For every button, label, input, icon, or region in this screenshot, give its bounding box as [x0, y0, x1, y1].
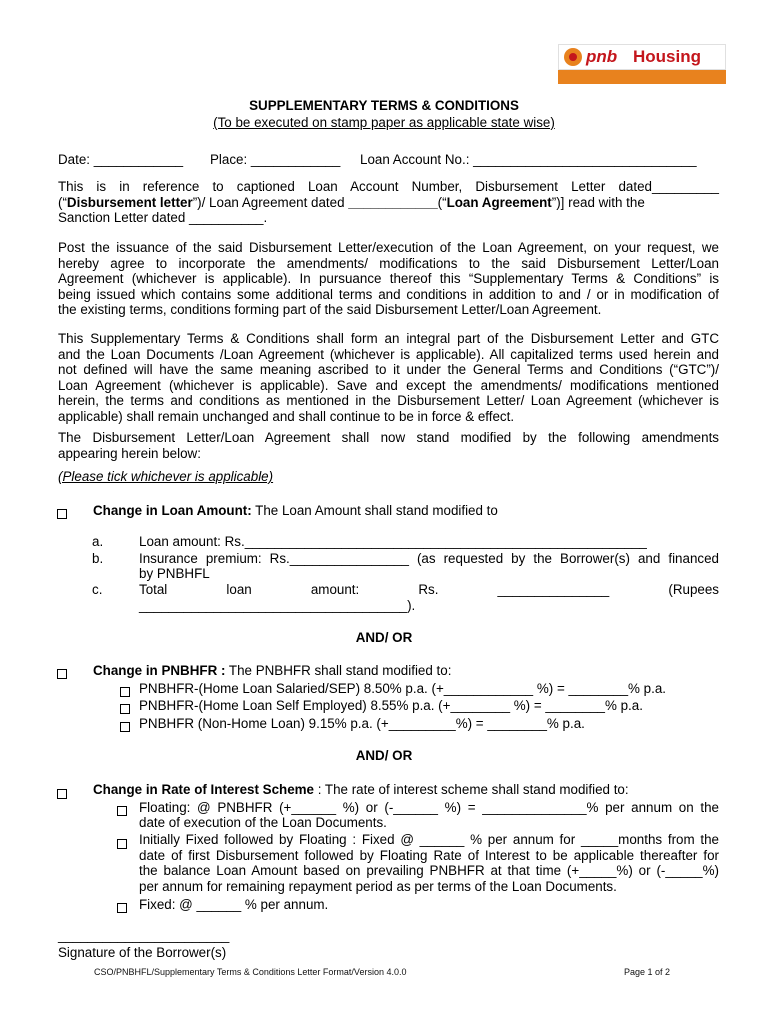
pnbhfr-option: PNBHFR-(Home Loan Salaried/SEP) 8.50% p.a. (+____________ %) = ________% p.a.: [139, 681, 667, 696]
document-subtitle: (To be executed on stamp paper as applicable state wise): [213, 115, 555, 130]
pnbhfr-heading: Change in PNBHFR :: [93, 663, 226, 678]
post-line: being issued which contains some additional terms and conditions in addition to and / or in modification of: [58, 286, 719, 302]
floating-option: Floating: @ PNBHFR (+______ %) or (-______ %) = ______________% per annum on the: [139, 800, 719, 815]
pnbhfr-checkbox[interactable]: [57, 666, 67, 681]
ref-quote-open: (“: [58, 194, 67, 210]
total-loan-amount-item: [139, 582, 719, 597]
post-line: Agreement (whichever is applicable). In pursuance thereof this “Supplementary Terms & Conditions” is: [58, 271, 719, 287]
integral-line: not defined will have the same meaning ascribed to it under the General Terms and Conditions (“GTC”)/: [58, 362, 719, 378]
reference-line-3: Sanction Letter dated __________.: [58, 210, 268, 226]
integral-line: applicable) shall remain unchanged and shall continue to be in force & effect.: [58, 408, 515, 424]
loan-account-field: Loan Account No.: ______________________________: [360, 152, 697, 167]
fixed-checkbox[interactable]: [117, 900, 127, 915]
interest-heading-line: [93, 782, 629, 797]
total-loan-amount-cont: ____________________________________).: [139, 598, 416, 613]
tick-note: (Please tick whichever is applicable): [58, 469, 274, 484]
interest-text: : The rate of interest scheme shall stand modified to:: [314, 782, 629, 797]
logo-subtitle: Finance Limited: [566, 97, 693, 109]
loan-amount-heading-line: [93, 503, 498, 518]
pnbhfr-heading-line: [93, 663, 451, 678]
integral-line: and the Loan Documents /Loan Agreement (whichever is applicable). All capitalized terms used herein and: [58, 346, 719, 362]
fixed-floating-checkbox[interactable]: [117, 836, 127, 851]
pnbhfr-option-checkbox[interactable]: [120, 719, 130, 734]
pnbhfr-option: PNBHFR-(Home Loan Self Employed) 8.55% p.a. (+________ %) = ________% p.a.: [139, 698, 643, 713]
and-or-separator: AND/ OR: [355, 630, 413, 645]
ref-read-with: ”)] read with the: [551, 194, 645, 210]
floating-option-cont: date of execution of the Loan Documents.: [139, 815, 387, 830]
integral-part-paragraph: [58, 331, 719, 425]
loan-agreement-term: Loan Agreement: [446, 194, 552, 210]
stand-modified-paragraph: [58, 430, 719, 461]
item-label: c.: [92, 582, 103, 597]
loan-amount-item: Loan amount: Rs.______________________________________________________: [139, 534, 647, 549]
logo-top-band: [558, 44, 726, 70]
integral-line: Loan Agreement (whichever is applicable). Save and except the amendments/ modifications mentioned: [58, 377, 719, 393]
loan-word: loan: [226, 582, 252, 597]
pnbhfr-text: The PNBHFR shall stand modified to:: [225, 663, 452, 678]
total-word: Total: [139, 582, 168, 597]
stand-modified-line: appearing herein below:: [58, 445, 201, 461]
reference-line-1: This is in reference to captioned Loan Account Number, Disbursement Letter dated_________: [58, 179, 719, 194]
post-issuance-paragraph: [58, 240, 719, 318]
rupees-word: (Rupees: [668, 582, 719, 597]
interest-heading: Change in Rate of Interest Scheme: [93, 782, 314, 797]
amount-blank: _______________: [497, 582, 610, 597]
footer-page-number: Page 1 of 2: [624, 967, 671, 977]
post-line: the existing terms, conditions forming part of the said Disbursement Letter/Loan Agreement.: [58, 302, 602, 318]
integral-line: This Supplementary Terms & Conditions shall form an integral part of the Disbursement Letter and GTC: [58, 331, 719, 346]
logo-brand: pnb: [586, 47, 618, 66]
interest-scheme-checkbox[interactable]: [57, 786, 67, 801]
logo-name: Housing: [633, 47, 701, 66]
item-label: a.: [92, 534, 104, 549]
disbursement-letter-term: Disbursement letter: [66, 194, 193, 210]
ref-blank: ____________: [348, 194, 438, 210]
date-field: Date: ____________: [58, 152, 184, 167]
floating-checkbox[interactable]: [117, 803, 127, 818]
insurance-premium-item: Insurance premium: Rs.________________ (as requested by the Borrower(s) and financed: [139, 551, 719, 566]
footer-document-ref: CSO/PNBHFL/Supplementary Terms & Conditions Letter Format/Version 4.0.0: [94, 967, 407, 977]
fixed-floating-line: date of first Disbursement followed by Floating Rate of Interest to be applicable thereafter for: [139, 847, 719, 863]
loan-amount-text: The Loan Amount shall stand modified to: [251, 503, 498, 518]
integral-line: herein, the terms and conditions as mentioned in the Disbursement Letter/ Loan Agreement (whichever is: [58, 393, 719, 409]
logo-bottom-band: [558, 70, 726, 109]
fixed-option: Fixed: @ ______ % per annum.: [139, 897, 329, 912]
pnb-emblem-icon: [564, 48, 582, 66]
post-line: Post the issuance of the said Disbursement Letter/execution of the Loan Agreement, on your request, we: [58, 240, 719, 255]
signature-label: Signature of the Borrower(s): [58, 945, 227, 960]
reference-paragraph: [58, 179, 719, 226]
pnbhfr-option-checkbox[interactable]: [120, 701, 130, 716]
post-line: hereby agree to incorporate the amendments/ modifications to the said Disbursement Letter/Loan: [58, 255, 719, 271]
reference-line-2: [58, 195, 719, 211]
insurance-premium-item-cont: by PNBHFL: [139, 566, 210, 581]
pnbhfr-option: PNBHFR (Non-Home Loan) 9.15% p.a. (+_________%) = ________% p.a.: [139, 716, 585, 731]
company-logo: [558, 44, 726, 109]
fixed-floating-line: per annum for remaining repayment period as per terms of the Loan Documents.: [139, 878, 617, 894]
place-field: Place: ____________: [210, 152, 341, 167]
pnbhfr-option-checkbox[interactable]: [120, 684, 130, 699]
loan-amount-heading: Change in Loan Amount:: [93, 503, 252, 518]
ref-loan-agreement-dated: ”)/ Loan Agreement dated: [192, 194, 349, 210]
ref-quote-open-2: (“: [437, 194, 447, 210]
fixed-floating-line: Initially Fixed followed by Floating : Fixed @ ______ % per annum for _____months from the: [139, 832, 719, 847]
signature-line: _______________________: [58, 928, 230, 943]
and-or-separator: AND/ OR: [355, 748, 413, 763]
loan-amount-checkbox[interactable]: [57, 506, 67, 521]
document-title: SUPPLEMENTARY TERMS & CONDITIONS: [249, 98, 519, 113]
item-label: b.: [92, 551, 104, 566]
rs-word: Rs.: [418, 582, 439, 597]
fixed-floating-line: the balance Loan Amount based on prevailing PNBHFR at that time (+_____%) or (-_____%): [139, 863, 719, 879]
stand-modified-line: The Disbursement Letter/Loan Agreement shall now stand modified by the following amendments: [58, 430, 719, 445]
amount-word: amount:: [310, 582, 360, 597]
fixed-floating-option: [139, 832, 719, 894]
